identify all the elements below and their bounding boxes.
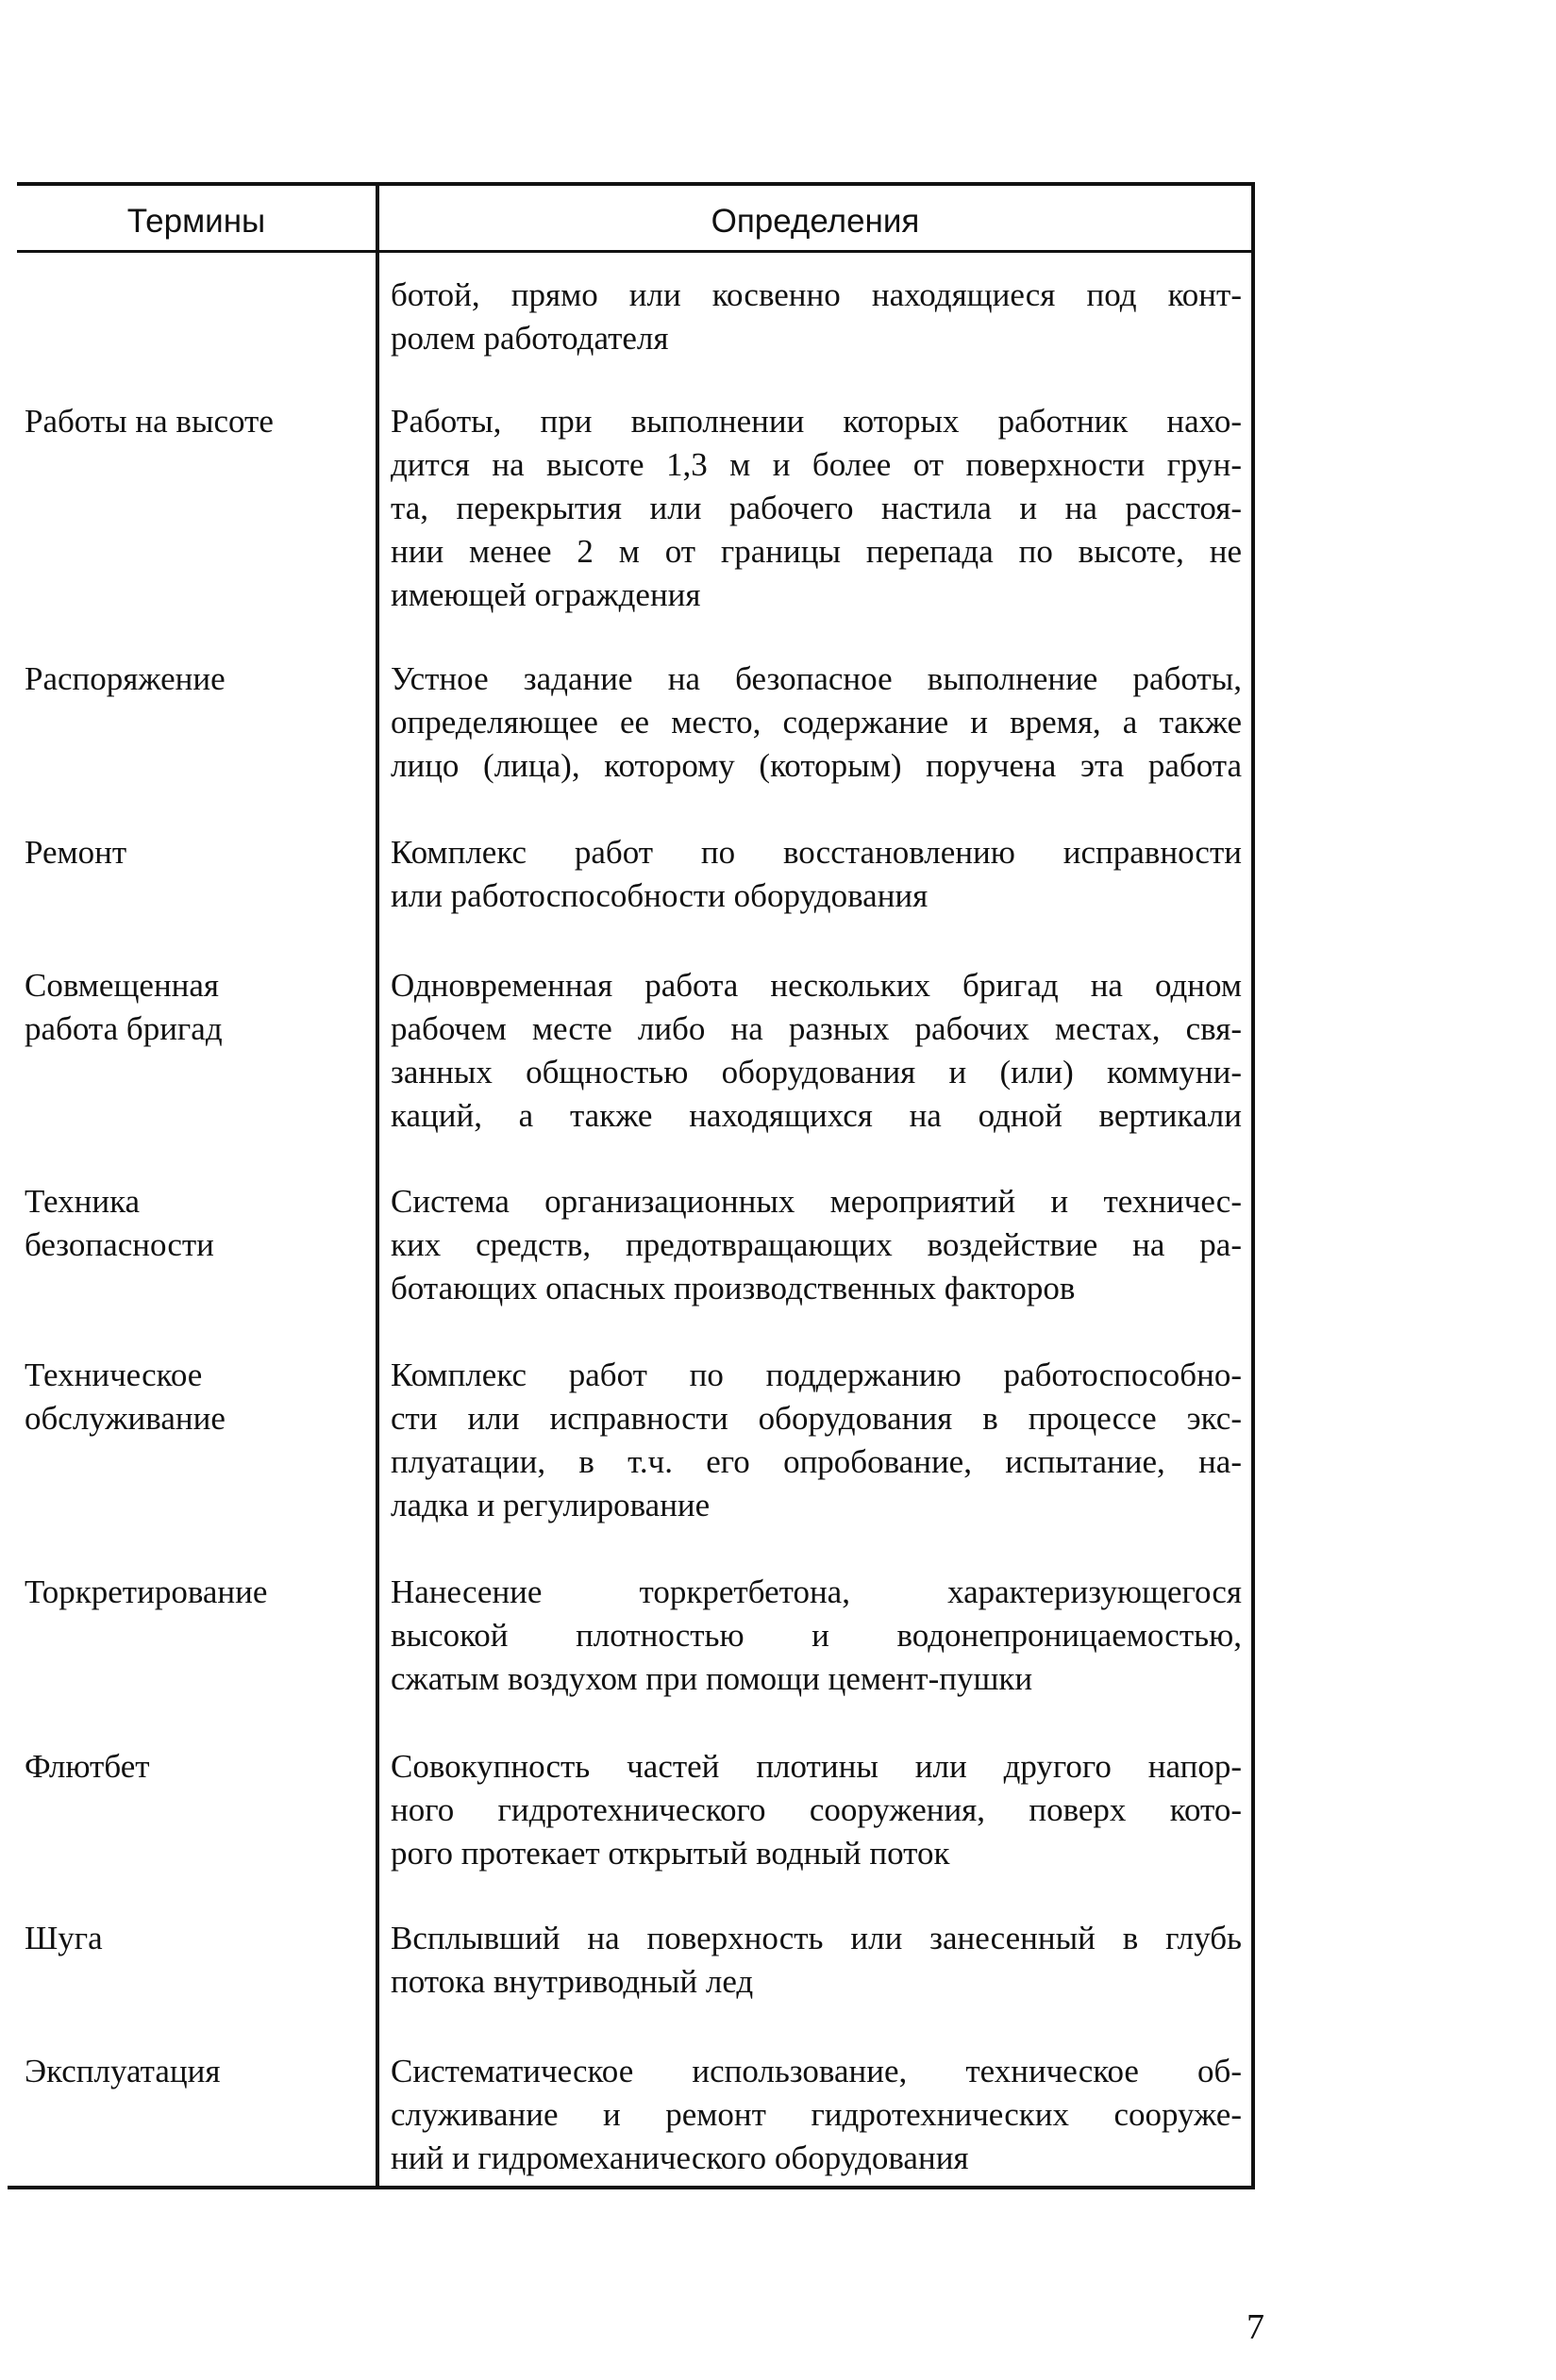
definition-cell (391, 657, 1242, 788)
definition-line: нии менее 2 м от границы перепада по высоте, не (391, 533, 1242, 570)
definition-line: служивание и ремонт гидротехнических сооруже- (391, 2096, 1242, 2133)
definition-cell (391, 1745, 1242, 1875)
term-line: Техника (25, 1183, 141, 1220)
definition-line: Совокупность частей плотины или другого напор- (391, 1748, 1242, 1785)
definition-line: имеющей ограждения (391, 576, 701, 613)
definition-line: Работы, при выполнении которых работник нахо- (391, 403, 1242, 440)
definition-line: дится на высоте 1,3 м и более от поверхности грун- (391, 446, 1242, 483)
definition-line: определяющее ее место, содержание и время, а также (391, 704, 1242, 741)
term-cell: Ремонт (25, 834, 127, 871)
table-bottom-rule (8, 2186, 1255, 2189)
term-line: безопасности (25, 1226, 214, 1263)
definition-line: Одновременная работа нескольких бригад на одном (391, 967, 1242, 1004)
definition-line: Нанесение торкретбетона, характеризующегося (391, 1573, 1242, 1610)
definition-line: ботающих опасных производственных факторов (391, 1270, 1076, 1307)
term-cell: Распоряжение (25, 660, 226, 697)
term-line: Техническое (25, 1356, 203, 1393)
definition-cell (391, 1917, 1242, 2004)
definition-line: потока внутриводный лед (391, 1963, 754, 2000)
definition-line: сжатым воздухом при помощи цемент-пушки (391, 1660, 1033, 1697)
definition-line: ботой, прямо или косвенно находящиеся под конт- (391, 276, 1242, 313)
definition-line: каций, а также находящихся на одной вертикали (391, 1097, 1242, 1134)
term-cell: Работы на высоте (25, 403, 274, 440)
definition-line: или работоспособности оборудования (391, 877, 929, 914)
term-cell: Торкретирование (25, 1573, 268, 1610)
table-top-rule (17, 182, 1255, 186)
definition-cell (391, 2050, 1242, 2180)
definition-cell (391, 1354, 1242, 1527)
definition-line: рого протекает открытый водный поток (391, 1835, 950, 1872)
definition-line: ладка и регулирование (391, 1487, 711, 1523)
definition-line: сти или исправности оборудования в процессе экс- (391, 1400, 1242, 1437)
term-cell: Эксплуатация (25, 2053, 221, 2089)
definition-cell (391, 831, 1242, 918)
definition-line: ких средств, предотвращающих воздействие на ра- (391, 1226, 1242, 1263)
definition-line: Система организационных мероприятий и техничес- (391, 1183, 1242, 1220)
definition-cell (391, 1571, 1242, 1701)
table-column-divider (376, 182, 379, 2189)
definition-line: Всплывший на поверхность или занесенный в глубь (391, 1920, 1242, 1956)
definition-line: рабочем месте либо на разных рабочих местах, свя- (391, 1010, 1242, 1047)
term-line: Совмещенная (25, 967, 220, 1004)
term-cell: Флютбет (25, 1748, 150, 1785)
definition-line: ного гидротехнического сооружения, поверх кото- (391, 1791, 1242, 1828)
definition-line: ний и гидромеханического оборудования (391, 2139, 969, 2176)
definition-line: лицо (лица), которому (которым) поручена эта работа (391, 747, 1242, 784)
definition-line: Устное задание на безопасное выполнение работы, (391, 660, 1242, 697)
definition-line: Комплекс работ по поддержанию работоспособно- (391, 1356, 1242, 1393)
term-cell (25, 1354, 370, 1440)
term-line: обслуживание (25, 1400, 226, 1437)
term-cell (25, 964, 370, 1051)
header-terms: Термины (126, 203, 266, 240)
header-definitions: Определения (711, 203, 920, 240)
definition-line: та, перекрытия или рабочего настила и на расстоя- (391, 490, 1242, 526)
term-line: работа бригад (25, 1010, 223, 1047)
table-header-rule (17, 250, 1255, 253)
definition-cell (391, 1180, 1242, 1310)
definition-cell (391, 964, 1242, 1138)
definition-line: занных общностью оборудования и (или) коммуни- (391, 1054, 1242, 1090)
definition-cell (391, 274, 1242, 360)
definition-cell (391, 400, 1242, 617)
definition-line: плуатации, в т.ч. его опробование, испытание, на- (391, 1443, 1242, 1480)
table-right-border (1251, 182, 1255, 2189)
definition-line: ролем работодателя (391, 320, 669, 357)
term-cell (25, 1180, 370, 1267)
definition-line: высокой плотностью и водонепроницаемостью, (391, 1617, 1242, 1654)
definition-line: Систематическое использование, техническое об- (391, 2053, 1242, 2089)
page-number: 7 (1246, 2307, 1264, 2347)
term-cell: Шуга (25, 1920, 103, 1956)
definition-line: Комплекс работ по восстановлению исправности (391, 834, 1242, 871)
